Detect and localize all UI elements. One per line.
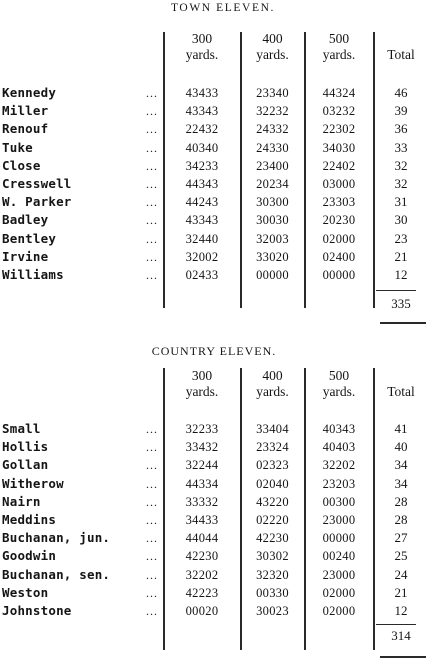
leader-dots: ...	[146, 494, 158, 509]
player-name: Meddins	[2, 512, 57, 527]
score-500-yards: 40343	[322, 422, 356, 436]
score-500-yards: 22302	[322, 122, 356, 137]
leader-dots: ...	[146, 140, 158, 155]
leader-dots: ...	[146, 195, 158, 210]
player-name: Weston	[2, 584, 49, 600]
score-500-yards: 22402	[322, 158, 356, 173]
score-300-yards: 32233	[185, 422, 219, 436]
score-400-yards: 20234	[256, 177, 289, 191]
score-500-yards: 00000	[322, 268, 356, 282]
score-300-yards: 44343	[185, 177, 219, 191]
leader-dots: ...	[146, 104, 158, 119]
score-400-yards: 00000	[256, 268, 289, 282]
player-name: Buchanan, sen.	[2, 566, 111, 582]
leader-dots: ...	[146, 158, 158, 173]
score-300-yards: 43343	[185, 213, 219, 228]
header-300: 300 yards.	[185, 31, 219, 62]
score-300-yards: 33332	[185, 494, 219, 509]
grand-total: 335	[391, 296, 411, 311]
player-name: Gollan	[2, 457, 49, 473]
score-400-yards: 02040	[256, 476, 289, 491]
leader-dots: ...	[146, 567, 158, 582]
table-row	[0, 567, 428, 583]
table-row	[0, 249, 428, 265]
header-total: Total	[387, 47, 415, 62]
end-rule	[380, 322, 426, 324]
leader-dots: ...	[146, 604, 158, 618]
player-total: 30	[394, 212, 408, 228]
player-total: 31	[394, 194, 408, 210]
player-total: 25	[394, 548, 408, 564]
grand-total: 314	[391, 628, 411, 643]
score-400-yards: 02220	[256, 513, 289, 527]
score-500-yards: 23203	[322, 476, 356, 491]
total-rule	[376, 290, 416, 291]
header-total: Total	[387, 384, 415, 399]
player-total: 39	[394, 103, 408, 119]
player-total: 32	[394, 157, 408, 173]
player-name: Hollis	[2, 439, 49, 455]
table-row	[0, 512, 428, 528]
score-300-yards: 44243	[185, 195, 219, 210]
table-row	[0, 603, 428, 619]
score-400-yards: 32320	[256, 567, 289, 582]
table-row	[0, 457, 428, 473]
header-400: 400 yards.	[256, 31, 289, 62]
score-300-yards: 32440	[185, 231, 219, 246]
player-total: 12	[394, 603, 408, 618]
table-row	[0, 140, 428, 156]
table-row	[0, 548, 428, 564]
score-400-yards: 30300	[256, 195, 289, 210]
score-500-yards: 02000	[322, 604, 356, 618]
player-name: Badley	[2, 212, 49, 228]
player-name: W. Parker	[2, 194, 72, 210]
score-300-yards: 44334	[185, 476, 219, 491]
table-row	[0, 194, 428, 210]
total-rule	[376, 624, 416, 625]
score-300-yards: 02433	[185, 268, 219, 282]
player-total: 21	[394, 248, 408, 264]
player-total: 27	[394, 530, 408, 546]
table-row	[0, 158, 428, 174]
player-total: 21	[394, 584, 408, 600]
leader-dots: ...	[146, 86, 158, 100]
score-300-yards: 00020	[185, 604, 219, 618]
player-total: 41	[394, 421, 408, 436]
score-400-yards: 30023	[256, 604, 289, 618]
player-total: 46	[394, 85, 408, 100]
player-name: Cresswell	[2, 176, 72, 191]
leader-dots: ...	[146, 549, 158, 564]
player-name: Buchanan, jun.	[2, 530, 111, 546]
score-400-yards: 24332	[256, 122, 289, 137]
score-300-yards: 34233	[185, 158, 219, 173]
score-300-yards: 42230	[185, 549, 219, 564]
player-name: Nairn	[2, 493, 41, 509]
player-total: 24	[394, 566, 408, 582]
score-500-yards: 23303	[322, 195, 356, 210]
leader-dots: ...	[146, 231, 158, 246]
score-300-yards: 22432	[185, 122, 219, 137]
player-total: 28	[394, 493, 408, 509]
score-300-yards: 34433	[185, 513, 219, 527]
table-row	[0, 267, 428, 283]
player-total: 36	[394, 121, 408, 137]
player-name: Witherow	[2, 475, 64, 491]
player-name: Close	[2, 157, 41, 173]
player-name: Johnstone	[2, 603, 72, 618]
player-name: Renouf	[2, 121, 49, 137]
table-row	[0, 85, 428, 101]
score-500-yards: 02000	[322, 231, 356, 246]
score-400-yards: 32003	[256, 231, 289, 246]
leader-dots: ...	[146, 122, 158, 137]
player-name: Williams	[2, 267, 64, 282]
score-500-yards: 03000	[322, 177, 356, 191]
score-500-yards: 32202	[322, 458, 356, 473]
score-500-yards: 02000	[322, 585, 356, 600]
player-name: Small	[2, 421, 41, 436]
leader-dots: ...	[146, 440, 158, 455]
leader-dots: ...	[146, 249, 158, 264]
town-score-table	[0, 0, 428, 330]
score-400-yards: 30302	[256, 549, 289, 564]
player-name: Kennedy	[2, 85, 57, 100]
country-eleven-section	[0, 340, 428, 670]
score-300-yards: 44044	[185, 531, 219, 546]
table-row	[0, 212, 428, 228]
town-eleven-title: TOWN ELEVEN.	[171, 2, 275, 14]
leader-dots: ...	[146, 476, 158, 491]
header-300: 300 yards.	[185, 368, 219, 399]
score-300-yards: 43343	[185, 104, 219, 119]
score-300-yards: 32244	[185, 458, 219, 473]
player-total: 32	[394, 176, 408, 191]
score-300-yards: 33432	[185, 440, 219, 455]
player-total: 28	[394, 512, 408, 527]
score-400-yards: 23324	[256, 440, 289, 455]
player-total: 34	[394, 457, 408, 473]
score-400-yards: 30030	[256, 213, 289, 228]
leader-dots: ...	[146, 531, 158, 546]
player-total: 33	[394, 139, 408, 155]
table-row	[0, 421, 428, 437]
score-300-yards: 32202	[185, 567, 219, 582]
score-500-yards: 00240	[322, 549, 356, 564]
leader-dots: ...	[146, 268, 158, 282]
score-500-yards: 02400	[322, 249, 356, 264]
header-500: 500 yards.	[322, 31, 356, 62]
score-400-yards: 42230	[256, 531, 289, 546]
header-400: 400 yards.	[256, 368, 289, 399]
table-row	[0, 103, 428, 119]
leader-dots: ...	[146, 513, 158, 527]
leader-dots: ...	[146, 213, 158, 228]
score-300-yards: 43433	[185, 86, 219, 100]
score-400-yards: 02323	[256, 458, 289, 473]
score-400-yards: 24330	[256, 140, 289, 155]
score-500-yards: 00300	[322, 494, 356, 509]
table-row	[0, 176, 428, 192]
score-300-yards: 32002	[185, 249, 219, 264]
player-total: 12	[394, 267, 408, 282]
score-500-yards: 20230	[322, 213, 356, 228]
header-500: 500 yards.	[322, 368, 356, 399]
score-300-yards: 40340	[185, 140, 219, 155]
score-500-yards: 34030	[322, 140, 356, 155]
score-400-yards: 33404	[256, 422, 289, 436]
score-400-yards: 43220	[256, 494, 289, 509]
table-row	[0, 476, 428, 492]
table-row	[0, 439, 428, 455]
score-500-yards: 44324	[322, 86, 356, 100]
leader-dots: ...	[146, 458, 158, 473]
score-400-yards: 33020	[256, 249, 289, 264]
score-400-yards: 00330	[256, 585, 289, 600]
player-name: Miller	[2, 103, 49, 119]
table-row	[0, 231, 428, 247]
player-total: 34	[394, 475, 408, 491]
player-name: Irvine	[2, 248, 49, 264]
player-total: 40	[394, 439, 408, 455]
leader-dots: ...	[146, 422, 158, 436]
table-row	[0, 530, 428, 546]
score-500-yards: 00000	[322, 531, 356, 546]
score-500-yards: 03232	[322, 104, 356, 119]
score-500-yards: 23000	[322, 567, 356, 582]
table-row	[0, 585, 428, 601]
score-400-yards: 23340	[256, 86, 289, 100]
town-eleven-section	[0, 0, 428, 330]
score-500-yards: 23000	[322, 513, 356, 527]
score-400-yards: 23400	[256, 158, 289, 173]
player-name: Tuke	[2, 139, 33, 155]
player-total: 23	[394, 230, 408, 246]
score-300-yards: 42223	[185, 585, 219, 600]
country-score-table	[0, 340, 428, 670]
table-row	[0, 494, 428, 510]
leader-dots: ...	[146, 585, 158, 600]
leader-dots: ...	[146, 177, 158, 191]
end-rule	[380, 656, 426, 658]
player-name: Bentley	[2, 230, 57, 246]
table-row	[0, 121, 428, 137]
player-name: Goodwin	[2, 548, 57, 564]
score-400-yards: 32232	[256, 104, 289, 119]
country-eleven-title: COUNTRY ELEVEN.	[151, 344, 277, 358]
score-500-yards: 40403	[322, 440, 356, 455]
